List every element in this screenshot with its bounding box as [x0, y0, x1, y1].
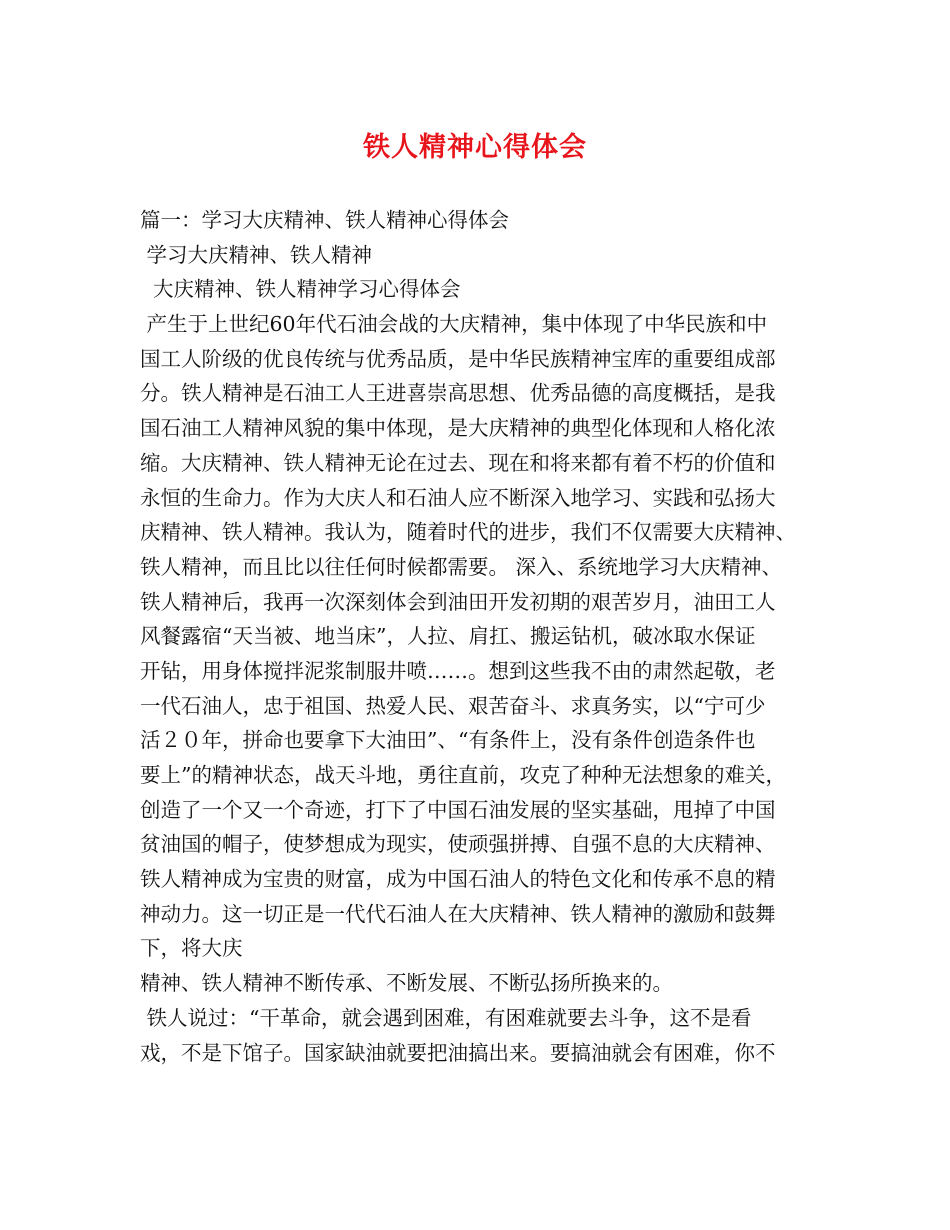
text-line: 铁人精神成为宝贵的财富，成为中国石油人的特色文化和传承不息的精 — [140, 867, 776, 892]
text-line: 下，将大庆 — [140, 936, 243, 961]
text-line: 创造了一个又一个奇迹，打下了中国石油发展的坚实基础，甩掉了中国 — [140, 797, 776, 822]
text-line: 精神、铁人精神不断传承、不断发展、不断弘扬所换来的。 — [140, 971, 673, 996]
document-title: 铁人精神心得体会 — [363, 132, 587, 163]
text-line: 大庆精神、铁人精神学习心得体会 — [140, 277, 461, 302]
text-line: 神动力。这一切正是一代代石油人在大庆精神、铁人精神的激励和鼓舞 — [140, 901, 776, 926]
document-body — [140, 203, 830, 1070]
text-line: 分。铁人精神是石油工人王进喜崇高思想、优秀品德的高度概括，是我 — [140, 381, 776, 406]
text-line: 活２０年，拼命也要拿下大油田”、“有条件上，没有条件创造条件也 — [140, 728, 756, 753]
text-line: 戏，不是下馆子。国家缺油就要把油搞出来。要搞油就会有困难，你不 — [140, 1040, 776, 1065]
text-line: 一代石油人，忠于祖国、热爱人民、艰苦奋斗、求真务实，以“宁可少 — [140, 693, 766, 718]
text-line: 风餐露宿“天当被、地当床”，人拉、肩扛、搬运钻机，破冰取水保证 — [140, 624, 756, 649]
text-line: 贫油国的帽子，使梦想成为现实，使顽强拼搏、自强不息的大庆精神、 — [140, 832, 776, 857]
text-line: 篇一：学习大庆精神、铁人精神心得体会 — [140, 208, 509, 232]
text-line: 国石油工人精神风貌的集中体现，是大庆精神的典型化体现和人格化浓 — [140, 416, 776, 441]
text-line: 产生于上世纪60年代石油会战的大庆精神，集中体现了中华民族和中 — [140, 312, 768, 337]
text-line: 学习大庆精神、铁人精神 — [140, 242, 373, 267]
text-line: 铁人精神，而且比以往任何时候都需要。 深入、系统地学习大庆精神、 — [140, 554, 783, 579]
text-line: 铁人精神后，我再一次深刻体会到油田开发初期的艰苦岁月，油田工人 — [140, 589, 776, 614]
text-line: 铁人说过：“干革命，就会遇到困难，有困难就要去斗争，这不是看 — [140, 1005, 752, 1030]
text-line: 要上”的精神状态，战天斗地，勇往直前，攻克了种种无法想象的难关， — [140, 763, 786, 787]
text-line: 国工人阶级的优良传统与优秀品质，是中华民族精神宝库的重要组成部 — [140, 346, 776, 371]
text-line: 永恒的生命力。作为大庆人和石油人应不断深入地学习、实践和弘扬大 — [140, 485, 776, 510]
text-line: 缩。大庆精神、铁人精神无论在过去、现在和将来都有着不朽的价值和 — [140, 450, 776, 475]
text-line: 庆精神、铁人精神。我认为，随着时代的进步，我们不仅需要大庆精神、 — [140, 520, 796, 545]
text-line: 开钻，用身体搅拌泥浆制服井喷……。想到这些我不由的肃然起敬，老 — [140, 658, 776, 683]
